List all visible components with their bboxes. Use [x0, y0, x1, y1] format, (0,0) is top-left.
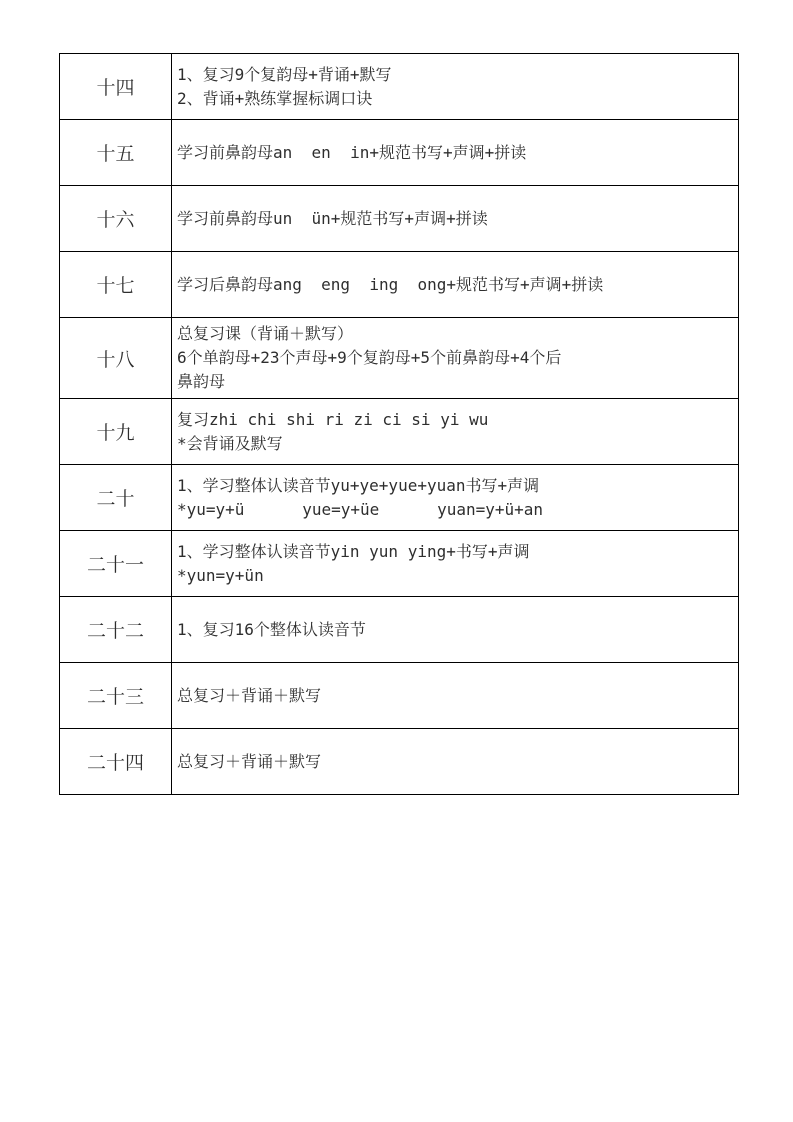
lesson-row	[60, 465, 739, 531]
lesson-number-cell: 十四	[60, 54, 172, 120]
lesson-content-line: 鼻韵母	[177, 372, 226, 391]
lesson-row	[60, 597, 739, 663]
lesson-content-line: *会背诵及默写	[177, 433, 283, 453]
lesson-content-line: 总复习课（背诵＋默写）	[177, 324, 354, 343]
lesson-row	[60, 120, 739, 186]
lesson-row	[60, 663, 739, 729]
lesson-number-cell: 十八	[60, 318, 172, 399]
lesson-schedule-body	[60, 54, 739, 795]
lesson-content-cell	[172, 729, 739, 795]
lesson-content-cell	[172, 120, 739, 186]
lesson-content-cell	[172, 186, 739, 252]
lesson-content-line: 1、学习整体认读音节yu+ye+yue+yuan书写+声调	[177, 475, 540, 495]
lesson-content-line: 2、背诵+熟练掌握标调口诀	[177, 88, 373, 108]
lesson-content-cell	[172, 252, 739, 318]
lesson-number-cell: 二十二	[60, 597, 172, 663]
lesson-content-cell	[172, 597, 739, 663]
lesson-content-line: 总复习＋背诵＋默写	[177, 685, 322, 705]
lesson-number-cell: 二十三	[60, 663, 172, 729]
lesson-row	[60, 186, 739, 252]
lesson-row	[60, 399, 739, 465]
lesson-row	[60, 318, 739, 399]
lesson-content-line: 总复习＋背诵＋默写	[177, 751, 322, 771]
lesson-row	[60, 252, 739, 318]
lesson-content-line: 复习zhi chi shi ri zi ci si yi wu	[177, 409, 489, 429]
lesson-number-cell: 二十一	[60, 531, 172, 597]
lesson-content-line: 1、学习整体认读音节yin yun ying+书写+声调	[177, 541, 530, 561]
lesson-content-line: 学习后鼻韵母ang eng ing ong+规范书写+声调+拼读	[177, 274, 604, 294]
lesson-number-cell: 二十	[60, 465, 172, 531]
lesson-content-line: 1、复习16个整体认读音节	[177, 619, 366, 639]
lesson-row	[60, 729, 739, 795]
lesson-content-cell	[172, 465, 739, 531]
lesson-content-cell	[172, 318, 739, 399]
lesson-content-cell	[172, 663, 739, 729]
lesson-content-line: 6个单韵母+23个声母+9个复韵母+5个前鼻韵母+4个后	[177, 348, 562, 367]
lesson-row	[60, 54, 739, 120]
lesson-content-cell	[172, 54, 739, 120]
lesson-content-cell	[172, 531, 739, 597]
lesson-content-cell	[172, 399, 739, 465]
lesson-number-cell: 十六	[60, 186, 172, 252]
lesson-row	[60, 531, 739, 597]
lesson-content-line: 1、复习9个复韵母+背诵+默写	[177, 64, 392, 84]
lesson-number-cell: 十九	[60, 399, 172, 465]
lesson-content-line: *yun=y+ün	[177, 565, 264, 585]
lesson-content-line: 学习前鼻韵母an en in+规范书写+声调+拼读	[177, 142, 527, 162]
lesson-number-cell: 二十四	[60, 729, 172, 795]
lesson-number-cell: 十五	[60, 120, 172, 186]
lesson-schedule-table	[59, 53, 739, 795]
lesson-content-line: *yu=y+ü yue=y+üe yuan=y+ü+an	[177, 499, 544, 519]
lesson-number-cell: 十七	[60, 252, 172, 318]
lesson-content-line: 学习前鼻韵母un ün+规范书写+声调+拼读	[177, 208, 488, 228]
